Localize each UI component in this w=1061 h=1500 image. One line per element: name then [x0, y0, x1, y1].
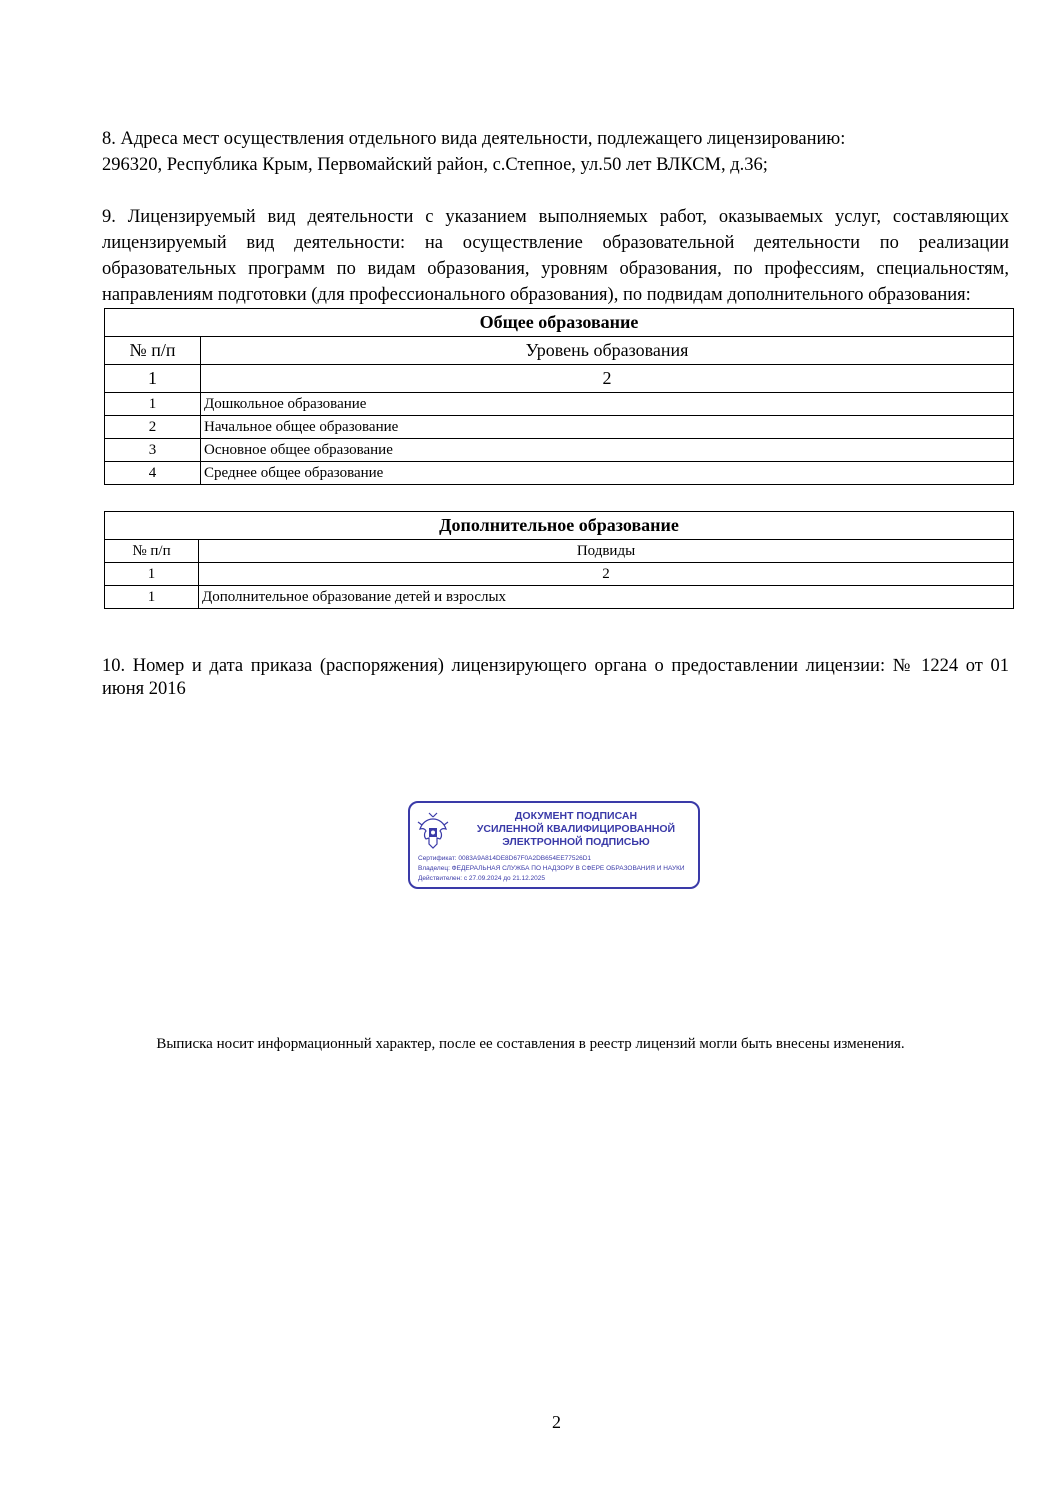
general-table-caption: Общее образование — [105, 309, 1014, 337]
item8-address: 296320, Республика Крым, Первомайский район, с.Степное, ул.50 лет ВЛКСМ, д.36; — [102, 155, 768, 175]
row-level: Дошкольное образование — [201, 393, 1014, 416]
row-number: 3 — [105, 439, 201, 462]
document-body — [102, 126, 1009, 701]
additional-table-caption: Дополнительное образование — [105, 512, 1014, 540]
additional-col-subtype-header: Подвиды — [199, 540, 1014, 563]
row-subtype: Дополнительное образование детей и взрослых — [199, 586, 1014, 609]
general-col-number-header: № п/п — [105, 337, 201, 365]
row-number: 4 — [105, 462, 201, 485]
row-number: 1 — [105, 393, 201, 416]
table-row — [105, 586, 1014, 609]
additional-col-index-2: 2 — [199, 563, 1014, 586]
row-level: Начальное общее образование — [201, 416, 1014, 439]
row-number: 2 — [105, 416, 201, 439]
general-col-index-1: 1 — [105, 365, 201, 393]
footer-disclaimer: Выписка носит информационный характер, после ее составления в реестр лицензий могли быть внесены изменения. — [156, 1036, 905, 1052]
additional-col-number-header: № п/п — [105, 540, 199, 563]
additional-col-index-1: 1 — [105, 563, 199, 586]
general-col-index-2: 2 — [201, 365, 1014, 393]
coat-of-arms-icon — [416, 811, 450, 851]
additional-education-table — [104, 511, 1014, 609]
table-row — [105, 416, 1014, 439]
row-number: 1 — [105, 586, 199, 609]
table-row — [105, 462, 1014, 485]
stamp-owner: Владелец: ФЕДЕРАЛЬНАЯ СЛУЖБА ПО НАДЗОРУ В СФЕРЕ ОБРАЗОВАНИЯ И НАУКИ — [418, 865, 685, 872]
stamp-validity: Действителен: с 27.09.2024 до 21.12.2025 — [418, 875, 546, 882]
general-col-level-header: Уровень образования — [201, 337, 1014, 365]
item8-heading: 8. Адреса мест осуществления отдельного вида деятельности, подлежащего лицензированию: — [102, 129, 846, 149]
page-number: 2 — [552, 1412, 561, 1432]
item10-text: 10. Номер и дата приказа (распоряжения) лицензирующего органа о предоставлении лицензии: № 1224 от 01 июня 2016 — [102, 656, 1009, 699]
electronic-signature-stamp — [408, 801, 700, 889]
stamp-line2: УСИЛЕННОЙ КВАЛИФИЦИРОВАННОЙ — [476, 823, 676, 835]
stamp-line3: ЭЛЕКТРОННОЙ ПОДПИСЬЮ — [502, 836, 650, 848]
row-level: Основное общее образование — [201, 439, 1014, 462]
row-level: Среднее общее образование — [201, 462, 1014, 485]
item9-text: 9. Лицензируемый вид деятельности с указанием выполняемых работ, оказываемых услуг, составляющих лицензируемый вид деятельности: на осуществление образовательной деятельности по реализации образовательных программ по видам образования, уровням образования, по профессиям, специальностям, направлениям подготовки (для профессионального образования), по подвидам дополнительного образования: — [102, 207, 1009, 305]
stamp-line1: ДОКУМЕНТ ПОДПИСАН — [514, 810, 638, 822]
stamp-heading — [454, 810, 698, 849]
general-education-table — [104, 308, 1014, 485]
table-row — [105, 439, 1014, 462]
stamp-certificate: Сертификат: 0083A9A814DE8D67F0A2DB654EE77526D1 — [418, 855, 592, 862]
table-row — [105, 393, 1014, 416]
